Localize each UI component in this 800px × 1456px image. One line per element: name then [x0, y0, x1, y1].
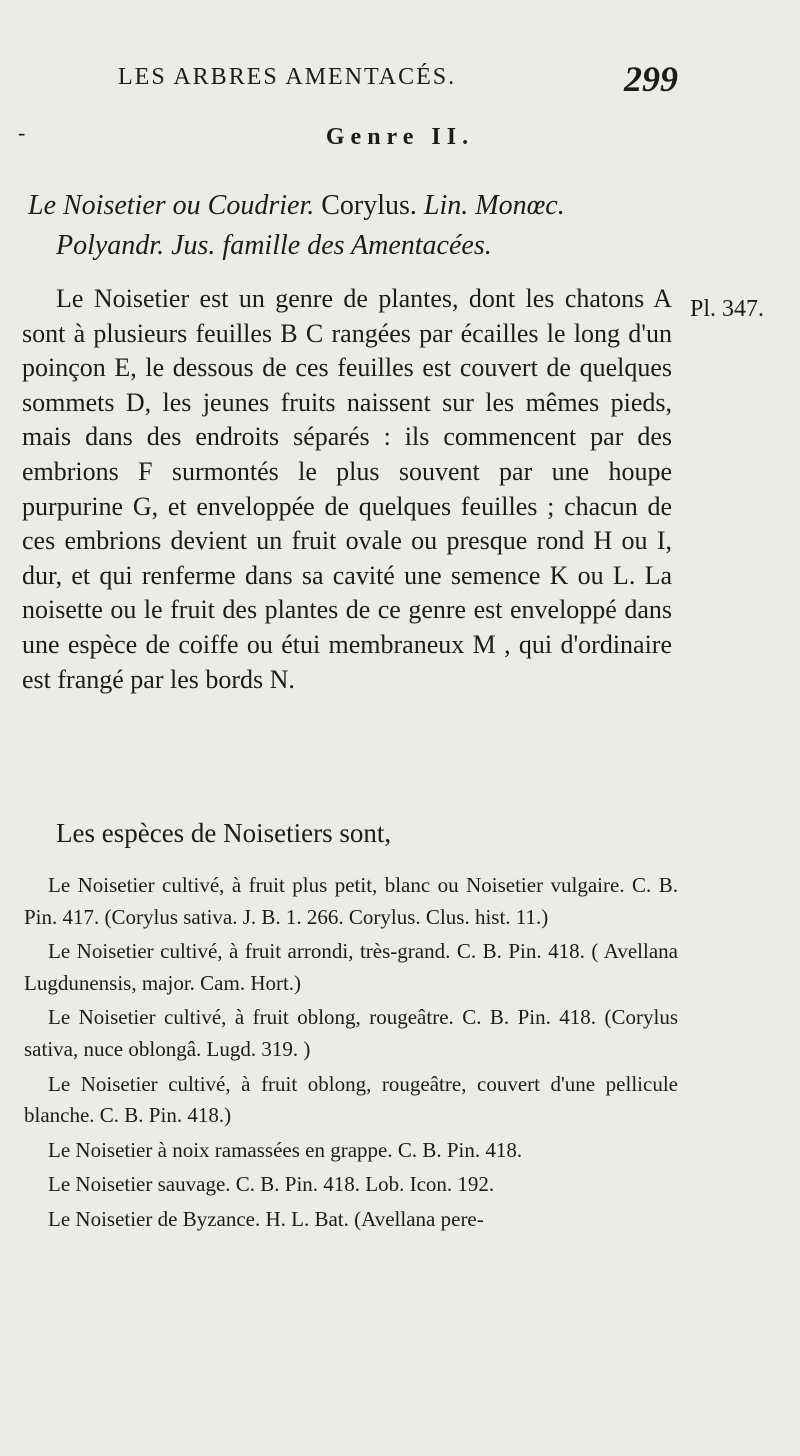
- genus-heading-line1: [28, 186, 688, 226]
- species-entry: Le Noisetier cultivé, à fruit arrondi, très-grand. C. B. Pin. 418. ( Avellana Lugdunensis, major. Cam. Hort.): [24, 939, 678, 995]
- species-heading: Les espèces de Noisetiers sont,: [56, 818, 392, 848]
- species-entry: Le Noisetier cultivé, à fruit oblong, rougeâtre. C. B. Pin. 418. (Corylus sativa, nuce oblongâ. Lugd. 319. ): [24, 1005, 678, 1061]
- species-entry: Le Noisetier cultivé, à fruit oblong, rougeâtre, couvert d'une pellicule blanche. C. B. Pin. 418.): [24, 1071, 678, 1128]
- running-title: LES ARBRES AMENTACÉS.: [118, 64, 457, 90]
- plate-reference: Pl. 347.: [690, 296, 765, 322]
- genus-heading: [28, 186, 688, 266]
- margin-dash: -: [18, 120, 26, 145]
- species-entry: Le Noisetier de Byzance. H. L. Bat. (Avellana pere-: [48, 1206, 484, 1231]
- genus-author: Lin. Monœc.: [423, 190, 565, 221]
- genus-heading-line2: Polyandr. Jus. famille des Amentacées.: [56, 230, 492, 261]
- species-list: [24, 870, 678, 1239]
- species-entry: Le Noisetier à noix ramassées en grappe. C. B. Pin. 418.: [48, 1137, 523, 1162]
- genus-common-name: Le Noisetier ou Coudrier.: [28, 190, 315, 221]
- species-entry: Le Noisetier cultivé, à fruit plus petit, blanc ou Noisetier vulgaire. C. B. Pin. 417. (Corylus sativa. J. B. 1. 266. Corylus. Clus. hist. 11.): [24, 873, 678, 929]
- page-header: [118, 58, 678, 98]
- species-entry: Le Noisetier sauvage. C. B. Pin. 418. Lob. Icon. 192.: [48, 1172, 495, 1197]
- genus-latin-name: Corylus.: [314, 190, 424, 221]
- page-number: 299: [624, 59, 678, 99]
- genre-title: Genre II.: [325, 124, 475, 150]
- genus-description: Le Noisetier est un genre de plantes, dont les chatons A sont à plusieurs feuilles B C rangées par écailles le long d'un poinçon E, le dessous de ces feuilles est couvert de quelques sommets D, les jeunes fruits naissent sur les mêmes pieds, mais dans des endroits séparés : ils commencent par des embrions F surmontés le plus souvent par une houpe purpurine G, et enveloppée de quelques feuilles ; chacun de ces embrions devient un fruit ovale ou presque rond H ou I, dur, et qui renferme dans sa cavité une semence K ou L. La noisette ou le fruit des plantes de ce genre est enveloppé dans une espèce de coiffe ou étui membraneux M , qui d'ordinaire est frangé par les bords N.: [22, 284, 672, 694]
